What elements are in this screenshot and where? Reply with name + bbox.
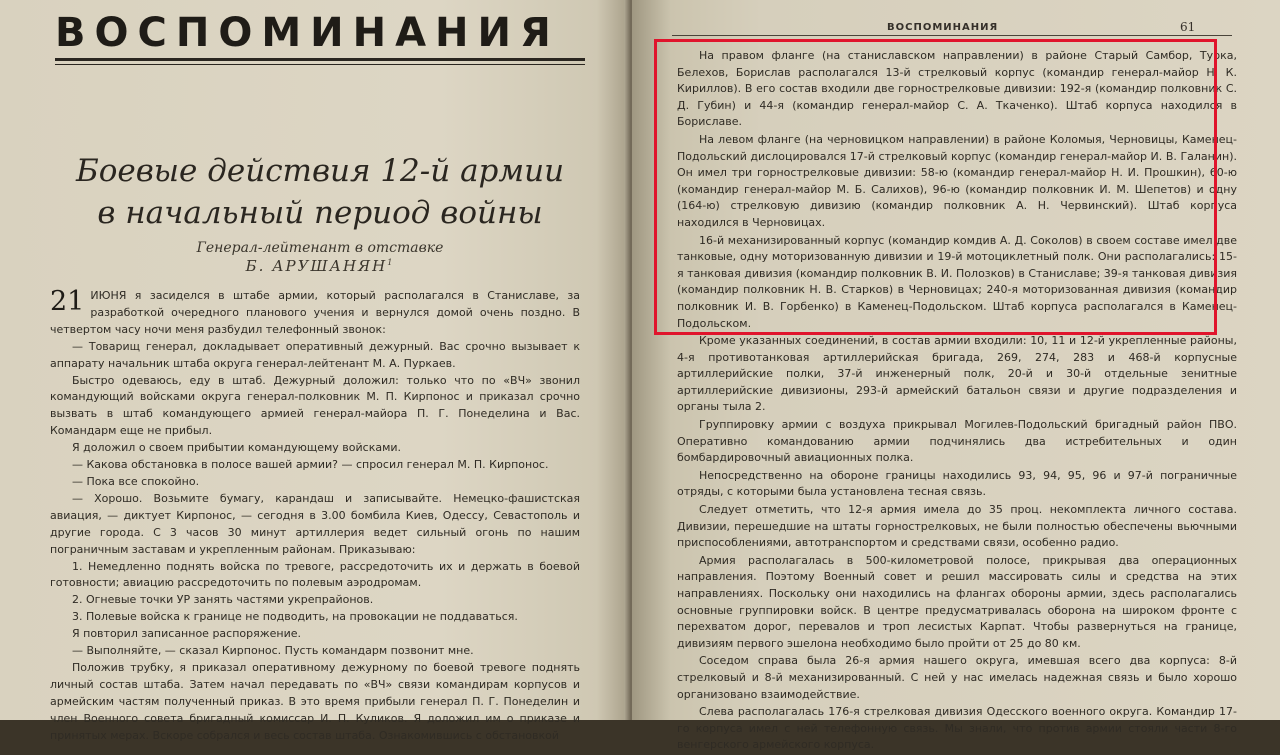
body-paragraph: Быстро одеваюсь, еду в штаб. Дежурный доложил: только что по «ВЧ» звонил командующий войсками округа генерал-полковник М. П. Кирпонос и приказал срочно вызвать в штаб командующего армией генерал-майора П. Г. Понеделина и Вас. Командарм еще не прибыл. bbox=[50, 373, 580, 438]
body-paragraph: Положив трубку, я приказал оперативному дежурному по боевой тревоге поднять личный состав штаба. Затем начал передавать по «ВЧ» связи командирам корпусов и армейским частям полученный приказ. В это время прибыли генерал П. Г. Понеделин и член Военного совета бригадный комиссар И. П. Куликов. Я доложил им о приказе и принятых мерах. Вскоре собрался и весь состав штаба. Ознакомившись с обстановкой bbox=[50, 660, 580, 742]
header-divider bbox=[55, 64, 585, 65]
author-name: Б. АРУШАНЯН bbox=[245, 257, 388, 275]
article-title bbox=[40, 150, 600, 234]
body-paragraph: Кроме указанных соединений, в состав армии входили: 10, 11 и 12-й укрепленные районы, 4-я противотанковая артиллерийская бригада, 269, 274, 283 и 468-й корпусные артиллерийские полки, 37-й инженерный полк, 20-й и 30-й отдельные зенитные артиллерийские дивизионы, 293-й армейский батальон связи и другие подразделения и органы тыла 2. bbox=[677, 334, 1237, 414]
body-paragraph: 2. Огневые точки УР занять частями укрепрайонов. bbox=[72, 593, 374, 607]
body-paragraph: Я доложил о своем прибытии командующему войсками. bbox=[72, 441, 402, 455]
body-paragraph: Непосредственно на обороне границы находились 93, 94, 95, 96 и 97-й пограничные отряды, с которыми была установлена тесная связь. bbox=[677, 468, 1237, 499]
body-paragraph: 16-й механизированный корпус (командир комдив А. Д. Соколов) в своем составе имел две танковые, одну моторизованную дивизии и 19-й мотоциклетный полк. Они располагались: 15-я танковая дивизия (командир полковник В. И. Полозков) в Станиславе; 39-я танковая дивизия (командир полковник Н. В. Старков) в Черновицах; 240-я моторизованная дивизия (командир полковник И. В. Горбенко) в Каменец-Подольском. Штаб корпуса располагался в Каменец-Подольском. bbox=[677, 233, 1237, 330]
body-paragraph bbox=[50, 288, 580, 339]
running-head-rule bbox=[672, 35, 1232, 36]
body-paragraph: На правом фланге (на станиславском направлении) в районе Старый Самбор, Турка, Белехов, Борислав располагался 13-й стрелковый корпус (командир генерал-майор Н. К. Кириллов). В его состав входили две горнострелковые дивизии: 192-я (командир полковник С. Д. Губин) и 44-я (командир генерал-майор С. А. Ткаченко). Штаб корпуса находился в Бориславе. bbox=[677, 49, 1237, 129]
body-paragraph: На левом фланге (на черновицком направлении) в районе Коломыя, Черновицы, Каменец-Подольский дислоцировался 17-й стрелковый корпус (командир генерал-майор И. В. Галанин). Он имел три горнострелковые дивизии: 58-ю (командир генерал-майор Н. И. Прошкин), 60-ю (командир генерал-майор М. Б. Салихов), 96-ю (командир полковник И. М. Шепетов) и одну (164-ю) стрелковую дивизию (командир полковник А. Н. Червинский). Штаб корпуса находился в Черновицах. bbox=[677, 132, 1237, 229]
author-rank: Генерал-лейтенант в отставке bbox=[196, 240, 444, 256]
magazine-section-header: ВОСПОМИНАНИЯ bbox=[55, 10, 585, 61]
drop-cap: 21 bbox=[50, 286, 85, 317]
article-title-line-1: Боевые действия 12-й армии bbox=[75, 153, 565, 189]
author-footnote-mark: 1 bbox=[387, 258, 395, 267]
body-paragraph: — Выполняйте, — сказал Кирпонос. Пусть командарм позвонит мне. bbox=[72, 644, 474, 658]
body-paragraph: — Хорошо. Возьмите бумагу, карандаш и записывайте. Немецко-фашистская авиация, — диктует Кирпонос, — сегодня в 3.00 бомбила Киев, Одессу, Севастополь и другие города. С 3 часов 30 минут артиллерия ведет сильный огонь по нашим пограничным заставам и укрепленным районам. Приказываю: bbox=[50, 491, 580, 556]
article-title-line-2: в начальный период войны bbox=[97, 195, 543, 231]
body-paragraph: Армия располагалась в 500-километровой полосе, прикрывая два операционных направления. Поэтому Военный совет и решил массировать силы и средства на этих направлениях. Поскольку они находились на флангах обороны армии, здесь располагались основные группировки войск. В центре предусматривалась оборона на широком фронте с перехватом дорог, перевалов и троп лесистых Карпат. Чтобы развернуться на границе, дивизиям первого эшелона необходимо было пройти от 25 до 80 км. bbox=[677, 553, 1237, 650]
body-paragraph: Я повторил записанное распоряжение. bbox=[72, 627, 302, 641]
right-page bbox=[632, 0, 1280, 752]
right-article-body bbox=[677, 48, 1237, 755]
left-page bbox=[0, 0, 628, 742]
body-paragraph: Слева располагалась 176-я стрелковая дивизия Одесского военного округа. Командир 17-го корпуса имел с ней телефонную связь. Мы знали, что против армии стояли части 8-го венгерского армейского корпуса. bbox=[677, 705, 1237, 752]
author-name-line bbox=[40, 257, 600, 275]
body-paragraph: Соседом справа была 26-я армия нашего округа, имевшая всего два корпуса: 8-й стрелковый и 8-й механизированный. С ней у нас имелась надежная связь и было хорошо организовано взаимодействие. bbox=[677, 654, 1237, 701]
body-paragraph: — Пока все спокойно. bbox=[72, 474, 200, 488]
paragraph-text: ИЮНЯ я засиделся в штабе армии, который располагался в Станиславе, за разработкой очередного планового учения и вернулся домой очень поздно. В четвертом часу ночи меня разбудил телефонный звонок: bbox=[50, 289, 580, 336]
running-head: ВОСПОМИНАНИЯ bbox=[887, 22, 999, 33]
body-paragraph: 1. Немедленно поднять войска по тревоге, рассредоточить их и держать в боевой готовности; авиацию рассредоточить по полевым аэродромам. bbox=[50, 559, 580, 590]
body-paragraph: 3. Полевые войска к границе не подводить, на провокации не поддаваться. bbox=[72, 610, 518, 624]
body-paragraph: Группировку армии с воздуха прикрывал Могилев-Подольский бригадный район ПВО. Оперативно командованию армии подчинялись два истребительных и один бомбардировочный авиационных полка. bbox=[677, 418, 1237, 465]
body-paragraph: Следует отметить, что 12-я армия имела до 35 проц. некомплекта личного состава. Дивизии, перешедшие на штаты горнострелковых, не были полностью обеспечены вьючными приспособлениями, автотранспортом и средствами связи, особенно радио. bbox=[677, 503, 1237, 550]
page-number: 61 bbox=[1180, 20, 1196, 34]
body-paragraph: — Товарищ генерал, докладывает оперативный дежурный. Вас срочно вызывает к аппарату начальник штаба округа генерал-лейтенант М. А. Пуркаев. bbox=[50, 339, 580, 370]
left-article-body bbox=[50, 288, 580, 744]
body-paragraph: — Какова обстановка в полосе вашей армии? — спросил генерал М. П. Кирпонос. bbox=[72, 458, 549, 472]
